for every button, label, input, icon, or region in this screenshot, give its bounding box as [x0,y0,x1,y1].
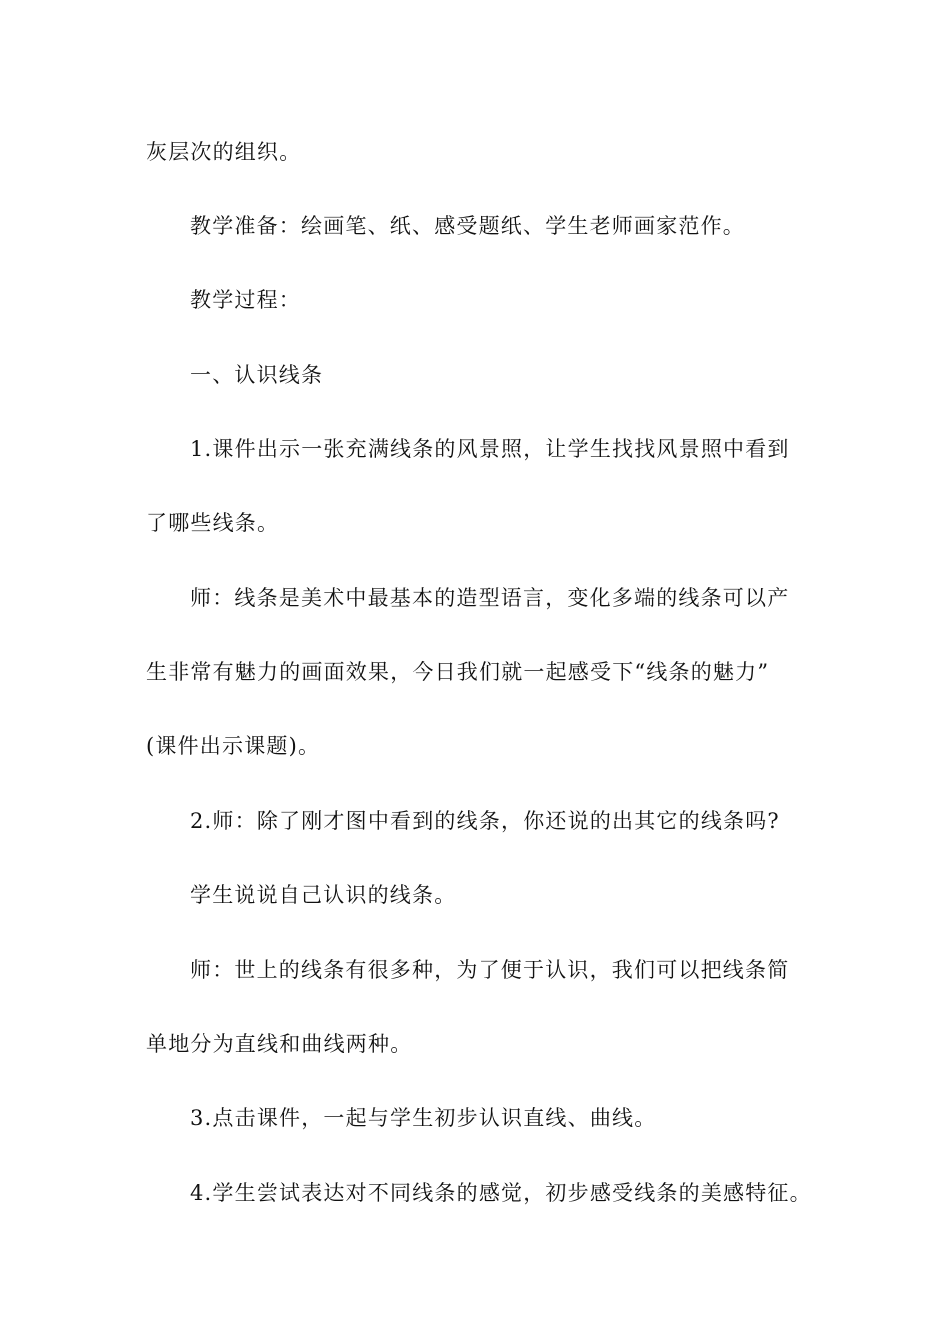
text-line: 灰层次的组织。 [146,140,302,164]
text-line: 生非常有魅力的画面效果，今日我们就一起感受下“线条的魅力” [146,660,770,684]
text-line: 教学过程： [190,288,301,312]
text-line: 1.课件出示一张充满线条的风景照，让学生找找风景照中看到 [190,437,790,461]
text-line: 2.师：除了刚才图中看到的线条，你还说的出其它的线条吗? [190,809,780,833]
text-line: 教学准备：绘画笔、纸、感受题纸、学生老师画家范作。 [190,214,745,238]
text-line: 师：世上的线条有很多种，为了便于认识，我们可以把线条简 [190,958,790,982]
text-line: 师：线条是美术中最基本的造型语言，变化多端的线条可以产 [190,586,790,610]
section-heading: 一、认识线条 [190,363,324,387]
text-line: 单地分为直线和曲线两种。 [146,1032,413,1056]
text-line: 了哪些线条。 [146,511,280,535]
text-line: 3.点击课件，一起与学生初步认识直线、曲线。 [190,1106,657,1130]
text-line: 4.学生尝试表达对不同线条的感觉，初步感受线条的美感特征。 [190,1181,812,1205]
text-line: 学生说说自己认识的线条。 [190,883,457,907]
text-line: (课件出示课题)。 [146,734,321,758]
